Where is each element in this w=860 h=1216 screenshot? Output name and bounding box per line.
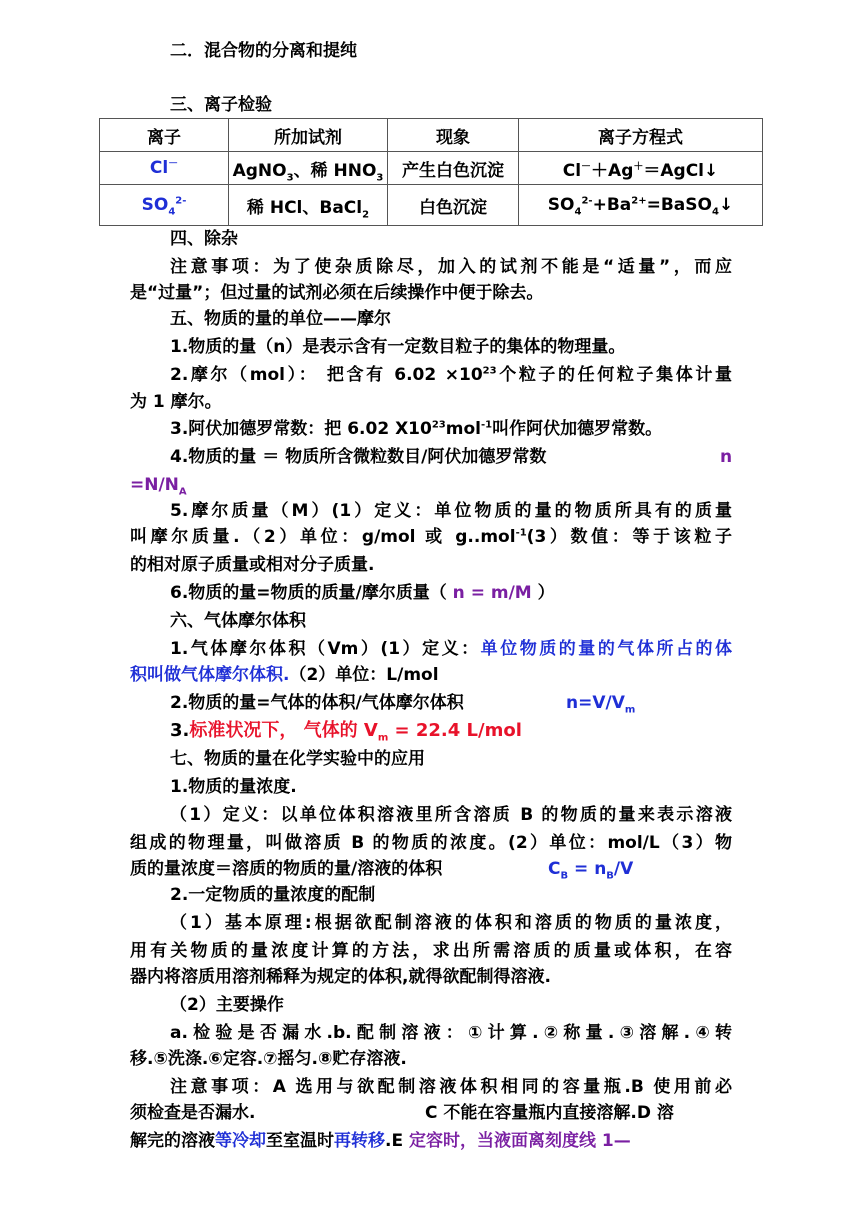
paragraph-line: C 不能在容量瓶内直接溶解.D 溶: [425, 1103, 674, 1123]
ion-cell: [100, 185, 229, 226]
formula-n: n: [720, 447, 733, 467]
text: /V: [613, 859, 634, 879]
paragraph-line: [170, 636, 732, 662]
equation-cell: [519, 152, 763, 185]
subscript: 4: [711, 206, 719, 218]
paragraph-line: （2）主要操作: [170, 995, 284, 1015]
text: C: [548, 859, 561, 879]
eq-text: ↓: [718, 195, 734, 215]
superscript: 23: [431, 419, 446, 431]
highlight-text: 标准状况下， 气体的 V: [189, 720, 378, 741]
eq-text: ＋Ag: [591, 160, 634, 181]
header-cell: 离子方程式: [519, 119, 763, 152]
subscript: m: [624, 704, 636, 716]
text: 叫摩尔质量.（2）单位：g/mol 或 g..mol: [130, 527, 516, 547]
ion-symbol: Cl: [149, 158, 169, 178]
subscript: m: [377, 732, 389, 744]
superscript: ＋: [633, 160, 644, 172]
text: （2）单位：L/mol: [289, 665, 439, 685]
paragraph-line: 2.一定物质的量浓度的配制: [170, 885, 376, 905]
superscript: 2-: [581, 195, 593, 207]
subscript: 3: [286, 171, 294, 183]
section-heading-7: 七、物质的量在化学实验中的应用: [170, 749, 425, 769]
text: (3）数值：等于该粒子: [526, 527, 732, 547]
header-cell: 所加试剂: [229, 119, 388, 152]
superscript: 2+: [631, 195, 647, 207]
reagent-text: AgNO: [232, 160, 287, 181]
paragraph-line: 用有关物质的量浓度计算的方法，求出所需溶质的质量或体积，在容: [130, 941, 732, 961]
text: ）: [537, 583, 555, 603]
superscript: -1: [515, 527, 527, 539]
paragraph-line: 的相对原子质量或相对分子质量.: [130, 555, 375, 575]
ion-symbol: SO: [141, 195, 169, 215]
paragraph-line: 1.物质的量（n）是表示含有一定数目粒子的集体的物理量。: [170, 337, 626, 357]
text: mol: [445, 419, 481, 439]
table-row: [100, 152, 763, 185]
paragraph-line: 5.摩尔质量（M）(1）定义：单位物质的量的物质所具有的质量: [170, 501, 732, 521]
text: n=V/V: [566, 693, 625, 713]
reagent-text: 稀 HCl、BaCl: [246, 197, 363, 218]
paragraph-line: 移.⑤洗涤.⑥定容.⑦摇匀.⑧贮存溶液.: [130, 1049, 407, 1069]
equation-cell: [519, 185, 763, 226]
subscript: 2: [362, 208, 370, 220]
text: .E: [385, 1131, 409, 1151]
highlight-text: 等冷却: [215, 1131, 266, 1151]
paragraph-line: [130, 662, 439, 688]
subscript: 4: [168, 206, 176, 218]
eq-text: Cl: [562, 160, 582, 181]
paragraph-line: 是“过量”；但过量的试剂必须在后续操作中便于除去。: [130, 283, 544, 303]
text: 3.阿伏加德罗常数：把 6.02 X10: [170, 419, 432, 439]
ion-cell: [100, 152, 229, 185]
reagent-cell: [229, 185, 388, 226]
paragraph-line: 须检查是否漏水.: [130, 1103, 256, 1123]
reagent-cell: [229, 152, 388, 185]
section-heading-3: 三、离子检验: [170, 95, 272, 115]
paragraph-line: 注意事项：为了使杂质除尽，加入的试剂不能是“适量”，而应: [170, 257, 732, 277]
ion-charge: －: [168, 158, 179, 170]
subscript: A: [178, 486, 187, 498]
phenomenon-cell: 产生白色沉淀: [388, 152, 519, 185]
superscript: －: [581, 160, 592, 172]
text: 叫作阿伏加德罗常数。: [492, 419, 663, 439]
eq-text: ＝AgCl↓: [643, 160, 719, 181]
table-header-row: [100, 119, 763, 152]
text: 6.物质的量=物质的质量/摩尔质量（: [170, 583, 447, 603]
paragraph-line: 4.物质的量 ＝ 物质所含微粒数目/阿伏加德罗常数: [170, 447, 547, 467]
reagent-text: 、稀 HNO: [293, 160, 377, 181]
highlight-text: = 22.4 L/mol: [388, 720, 522, 741]
highlight-text: 定容时，当液面离刻度线 1—: [409, 1131, 631, 1151]
subscript: 4: [574, 206, 582, 218]
eq-text: +Ba: [592, 195, 632, 215]
subscript: 3: [376, 171, 384, 183]
paragraph-line: 质的量浓度＝溶质的物质的量/溶液的体积: [130, 859, 443, 879]
formula: [566, 690, 635, 716]
paragraph-line: 1.物质的量浓度.: [170, 777, 297, 797]
highlight-text: 再转移: [334, 1131, 385, 1151]
paragraph-line: （1）基本原理:根据欲配制溶液的体积和溶质的物质的量浓度，: [170, 913, 732, 933]
paragraph-line: [170, 580, 555, 606]
subscript: B: [560, 870, 569, 882]
paragraph-line: [130, 1128, 631, 1154]
paragraph-line: （1）定义：以单位体积溶液里所含溶质 B 的物质的量来表示溶液: [170, 805, 732, 825]
text: = n: [568, 859, 607, 879]
text: 解完的溶液: [130, 1131, 215, 1151]
ion-test-table: [99, 118, 763, 226]
text: 个粒子的任何粒子集体计量: [496, 365, 733, 385]
header-cell: 离子: [100, 119, 229, 152]
paragraph-line: [170, 362, 732, 388]
superscript: -1: [481, 419, 493, 431]
definition-text: 积叫做气体摩尔体积.: [130, 665, 290, 685]
paragraph-line: 组成的物理量，叫做溶质 B 的物质的浓度。(2）单位：mol/L（3）物: [130, 833, 732, 853]
section-heading-4: 四、除杂: [170, 229, 238, 249]
paragraph-line: [170, 718, 522, 744]
formula: n = m/M: [446, 583, 538, 603]
paragraph-line: 器内将溶质用溶剂稀释为规定的体积,就得欲配制得溶液.: [130, 967, 551, 987]
superscript: 23: [482, 365, 497, 377]
text: 1.气体摩尔体积（Vm）(1）定义：: [170, 639, 481, 659]
formula: [548, 856, 633, 882]
section-heading-6: 六、气体摩尔体积: [170, 611, 306, 631]
section-heading-5: 五、物质的量的单位——摩尔: [170, 309, 391, 329]
eq-text: SO: [547, 195, 575, 215]
formula: [130, 472, 187, 498]
ion-charge: 2-: [175, 195, 187, 207]
text: 2.摩尔（mol）： 把含有 6.02 ×10: [170, 365, 483, 385]
text: 3.: [170, 720, 190, 741]
subscript: B: [606, 870, 614, 882]
paragraph-line: 注意事项：A 选用与欲配制溶液体积相同的容量瓶.B 使用前必: [170, 1077, 732, 1097]
text: =N/N: [130, 475, 179, 495]
paragraph-line: [170, 416, 662, 442]
paragraph-line: [130, 524, 732, 550]
definition-text: 单位物质的量的气体所占的体: [480, 639, 732, 659]
text: 至室温时: [266, 1131, 334, 1151]
eq-text: =BaSO: [646, 195, 712, 215]
table-row: [100, 185, 763, 226]
paragraph-line: 2.物质的量=气体的体积/气体摩尔体积: [170, 693, 464, 713]
section-heading-2: 二．混合物的分离和提纯: [170, 41, 357, 61]
paragraph-line: 为 1 摩尔。: [130, 392, 222, 412]
phenomenon-cell: 白色沉淀: [388, 185, 519, 226]
paragraph-line: a.检验是否漏水.b.配制溶液：①计算.②称量.③溶解.④转: [170, 1023, 732, 1043]
header-cell: 现象: [388, 119, 519, 152]
